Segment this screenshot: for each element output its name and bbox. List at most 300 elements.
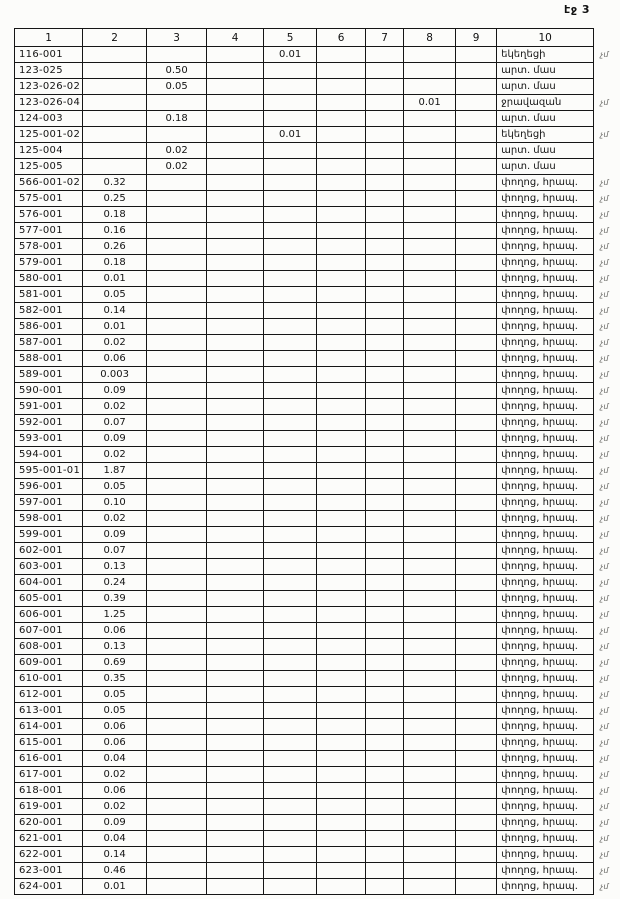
cell-col6-value <box>317 847 366 863</box>
cell-col6-value <box>317 719 366 735</box>
cell-col9-value <box>456 303 497 319</box>
cell-col3-value: 0.02 <box>147 159 207 175</box>
cell-parcel-id: 580-001 <box>15 271 83 287</box>
margin-note: չմ <box>600 818 609 827</box>
cell-col6-value <box>317 207 366 223</box>
cell-col9-value <box>456 607 497 623</box>
cell-col7-value <box>366 863 404 879</box>
cell-land-use: փողոց, հրապ. <box>497 687 594 703</box>
cell-parcel-id: 125-004 <box>15 143 83 159</box>
cell-col4-value <box>207 207 264 223</box>
cell-col7-value <box>366 767 404 783</box>
cell-col4-value <box>207 367 264 383</box>
cell-col8-value: 0.01 <box>404 95 456 111</box>
margin-note: չմ <box>600 834 609 843</box>
margin-note <box>594 63 618 79</box>
cell-col3-value <box>147 319 207 335</box>
cell-col5-value <box>264 671 317 687</box>
table-row <box>15 479 618 495</box>
cell-col6-value <box>317 815 366 831</box>
margin-note: չմ <box>600 98 609 107</box>
cell-col6-value <box>317 671 366 687</box>
cell-parcel-id: 615-001 <box>15 735 83 751</box>
cell-col4-value <box>207 127 264 143</box>
cell-col4-value <box>207 543 264 559</box>
cell-land-use: փողոց, հրապ. <box>497 431 594 447</box>
cell-col9-value <box>456 879 497 895</box>
cell-col9-value <box>456 111 497 127</box>
cell-col9-value <box>456 95 497 111</box>
cell-col8-value <box>404 847 456 863</box>
cell-col9-value <box>456 735 497 751</box>
cell-col5-value: 0.01 <box>264 47 317 63</box>
margin-note: չմ <box>600 594 609 603</box>
cell-col4-value <box>207 271 264 287</box>
cell-col2-value: 0.02 <box>83 447 147 463</box>
cell-col4-value <box>207 287 264 303</box>
table-body <box>15 47 618 895</box>
cell-land-use: փողոց, հրապ. <box>497 335 594 351</box>
cell-parcel-id: 604-001 <box>15 575 83 591</box>
cell-col8-value <box>404 383 456 399</box>
cell-col7-value <box>366 687 404 703</box>
cell-col4-value <box>207 191 264 207</box>
cell-col9-value <box>456 543 497 559</box>
table-row <box>15 79 618 95</box>
margin-note: չմ <box>600 450 609 459</box>
table-row <box>15 127 618 143</box>
cell-col6-value <box>317 479 366 495</box>
header-cell-4: 4 <box>207 29 264 47</box>
cell-parcel-id: 591-001 <box>15 399 83 415</box>
cell-col7-value <box>366 143 404 159</box>
cell-parcel-id: 613-001 <box>15 703 83 719</box>
cell-land-use: փողոց, հրապ. <box>497 463 594 479</box>
cell-col6-value <box>317 623 366 639</box>
table-row <box>15 271 618 287</box>
cell-col5-value <box>264 175 317 191</box>
cell-col9-value <box>456 223 497 239</box>
cell-col2-value: 0.09 <box>83 527 147 543</box>
table-row <box>15 431 618 447</box>
cell-col2-value: 0.14 <box>83 303 147 319</box>
cell-col8-value <box>404 687 456 703</box>
cell-col8-value <box>404 479 456 495</box>
margin-note: չմ <box>600 226 609 235</box>
cell-col7-value <box>366 847 404 863</box>
cell-col8-value <box>404 655 456 671</box>
table-row <box>15 543 618 559</box>
cell-col3-value <box>147 655 207 671</box>
margin-note: չմ <box>600 322 609 331</box>
cell-col8-value <box>404 799 456 815</box>
cell-col7-value <box>366 831 404 847</box>
cell-col3-value <box>147 639 207 655</box>
cell-col4-value <box>207 687 264 703</box>
cell-col3-value <box>147 751 207 767</box>
margin-note: չմ <box>600 434 609 443</box>
cell-col7-value <box>366 447 404 463</box>
cell-land-use: փողոց, հրապ. <box>497 495 594 511</box>
cell-col8-value <box>404 335 456 351</box>
margin-note: չմ <box>600 178 609 187</box>
cell-col4-value <box>207 591 264 607</box>
cell-col2-value <box>83 127 147 143</box>
cell-col5-value <box>264 479 317 495</box>
table-row <box>15 671 618 687</box>
header-cell-5: 5 <box>264 29 317 47</box>
cell-col7-value <box>366 63 404 79</box>
margin-note: չմ <box>600 626 609 635</box>
cell-col3-value <box>147 47 207 63</box>
cell-col7-value <box>366 207 404 223</box>
cell-col8-value <box>404 191 456 207</box>
cell-col2-value <box>83 63 147 79</box>
cell-col8-value <box>404 543 456 559</box>
cell-col2-value: 0.06 <box>83 783 147 799</box>
cell-land-use: արտ. մաս <box>497 63 594 79</box>
cell-col6-value <box>317 287 366 303</box>
cell-col2-value: 0.18 <box>83 255 147 271</box>
margin-note: չմ <box>600 306 609 315</box>
cell-col3-value <box>147 303 207 319</box>
cell-col9-value <box>456 431 497 447</box>
cell-col7-value <box>366 383 404 399</box>
cell-col3-value <box>147 591 207 607</box>
cell-land-use: փողոց, հրապ. <box>497 639 594 655</box>
cell-col7-value <box>366 543 404 559</box>
cell-col5-value <box>264 79 317 95</box>
cell-col4-value <box>207 111 264 127</box>
cell-col9-value <box>456 383 497 399</box>
cell-col3-value <box>147 783 207 799</box>
cell-col2-value: 0.06 <box>83 735 147 751</box>
cell-col2-value: 0.69 <box>83 655 147 671</box>
cell-col4-value <box>207 159 264 175</box>
cell-parcel-id: 125-005 <box>15 159 83 175</box>
cell-col3-value <box>147 479 207 495</box>
cell-col3-value <box>147 815 207 831</box>
cell-col4-value <box>207 431 264 447</box>
cell-col9-value <box>456 63 497 79</box>
cell-col5-value <box>264 447 317 463</box>
cell-col2-value: 0.02 <box>83 335 147 351</box>
cell-col2-value: 0.09 <box>83 815 147 831</box>
cell-land-use: փողոց, հրապ. <box>497 559 594 575</box>
cell-col5-value <box>264 719 317 735</box>
cell-col5-value <box>264 751 317 767</box>
cell-col2-value: 0.46 <box>83 863 147 879</box>
cell-col3-value <box>147 95 207 111</box>
table-row <box>15 175 618 191</box>
margin-note: չմ <box>600 770 609 779</box>
cell-parcel-id: 577-001 <box>15 223 83 239</box>
cell-land-use: փողոց, հրապ. <box>497 703 594 719</box>
cell-col9-value <box>456 207 497 223</box>
cell-col5-value <box>264 511 317 527</box>
table-row <box>15 751 618 767</box>
margin-note: չմ <box>600 258 609 267</box>
cell-col2-value: 0.02 <box>83 767 147 783</box>
cell-col4-value <box>207 399 264 415</box>
table-row <box>15 447 618 463</box>
cell-col7-value <box>366 223 404 239</box>
cell-col2-value: 1.25 <box>83 607 147 623</box>
cell-parcel-id: 116-001 <box>15 47 83 63</box>
table-row <box>15 399 618 415</box>
margin-note: չմ <box>600 706 609 715</box>
cell-land-use: փողոց, հրապ. <box>497 815 594 831</box>
cell-col2-value: 0.06 <box>83 719 147 735</box>
cell-col5-value: 0.01 <box>264 127 317 143</box>
cell-col4-value <box>207 783 264 799</box>
cell-col6-value <box>317 415 366 431</box>
cell-col7-value <box>366 415 404 431</box>
cell-col6-value <box>317 383 366 399</box>
cell-col3-value: 0.50 <box>147 63 207 79</box>
cell-col8-value <box>404 159 456 175</box>
cell-col4-value <box>207 351 264 367</box>
cell-col5-value <box>264 623 317 639</box>
margin-note: չմ <box>600 738 609 747</box>
table-row <box>15 879 618 895</box>
cell-col6-value <box>317 431 366 447</box>
cell-parcel-id: 123-026-04 <box>15 95 83 111</box>
cell-col8-value <box>404 207 456 223</box>
cell-col5-value <box>264 415 317 431</box>
cell-col7-value <box>366 575 404 591</box>
cell-col7-value <box>366 607 404 623</box>
table-row <box>15 655 618 671</box>
cell-col9-value <box>456 639 497 655</box>
cell-col5-value <box>264 63 317 79</box>
margin-note: չմ <box>600 802 609 811</box>
table-row <box>15 255 618 271</box>
cell-col3-value <box>147 383 207 399</box>
cell-col7-value <box>366 111 404 127</box>
cell-col2-value: 0.16 <box>83 223 147 239</box>
cell-col2-value: 0.04 <box>83 751 147 767</box>
table-row <box>15 687 618 703</box>
table-row <box>15 111 618 127</box>
cell-land-use: արտ. մաս <box>497 79 594 95</box>
cell-land-use: փողոց, հրապ. <box>497 655 594 671</box>
cell-col4-value <box>207 847 264 863</box>
cell-land-use: փողոց, հրապ. <box>497 287 594 303</box>
cell-col8-value <box>404 255 456 271</box>
cell-col7-value <box>366 159 404 175</box>
cell-land-use: ջրավազան <box>497 95 594 111</box>
cell-col9-value <box>456 831 497 847</box>
cell-col9-value <box>456 399 497 415</box>
cell-col8-value <box>404 639 456 655</box>
cell-col2-value: 0.01 <box>83 271 147 287</box>
cell-col2-value: 0.24 <box>83 575 147 591</box>
margin-note: չմ <box>600 562 609 571</box>
cell-col8-value <box>404 111 456 127</box>
cell-parcel-id: 593-001 <box>15 431 83 447</box>
cell-col3-value <box>147 127 207 143</box>
cell-land-use: փողոց, հրապ. <box>497 175 594 191</box>
cell-col8-value <box>404 175 456 191</box>
cell-col8-value <box>404 607 456 623</box>
cell-col6-value <box>317 495 366 511</box>
cell-parcel-id: 603-001 <box>15 559 83 575</box>
table-row <box>15 527 618 543</box>
cell-col7-value <box>366 879 404 895</box>
table-row <box>15 783 618 799</box>
cell-col9-value <box>456 575 497 591</box>
cell-col6-value <box>317 575 366 591</box>
table-row <box>15 239 618 255</box>
margin-note: չմ <box>600 674 609 683</box>
cell-parcel-id: 592-001 <box>15 415 83 431</box>
cell-land-use: փողոց, հրապ. <box>497 415 594 431</box>
cell-col9-value <box>456 703 497 719</box>
cell-col8-value <box>404 79 456 95</box>
cell-col4-value <box>207 703 264 719</box>
cell-col5-value <box>264 847 317 863</box>
cell-col7-value <box>366 271 404 287</box>
cell-col9-value <box>456 255 497 271</box>
cell-col2-value: 0.05 <box>83 687 147 703</box>
cell-parcel-id: 123-025 <box>15 63 83 79</box>
cell-col5-value <box>264 687 317 703</box>
cell-col3-value <box>147 767 207 783</box>
margin-note: չմ <box>600 690 609 699</box>
cell-col2-value: 0.09 <box>83 431 147 447</box>
cell-land-use: փողոց, հրապ. <box>497 447 594 463</box>
cell-col3-value <box>147 175 207 191</box>
header-cell-9: 9 <box>456 29 497 47</box>
table-row <box>15 575 618 591</box>
cell-col4-value <box>207 95 264 111</box>
cell-col3-value <box>147 543 207 559</box>
cell-col2-value: 0.003 <box>83 367 147 383</box>
cell-col5-value <box>264 639 317 655</box>
cell-col5-value <box>264 367 317 383</box>
table-row <box>15 559 618 575</box>
cell-col7-value <box>366 671 404 687</box>
cell-col6-value <box>317 95 366 111</box>
cell-col5-value <box>264 383 317 399</box>
cell-col9-value <box>456 191 497 207</box>
cell-col5-value <box>264 351 317 367</box>
cell-col9-value <box>456 719 497 735</box>
table-row <box>15 95 618 111</box>
cell-col5-value <box>264 863 317 879</box>
cell-col6-value <box>317 655 366 671</box>
margin-note: չմ <box>600 194 609 203</box>
table-row <box>15 319 618 335</box>
margin-note: չմ <box>600 530 609 539</box>
cell-col5-value <box>264 543 317 559</box>
cell-col7-value <box>366 399 404 415</box>
margin-note <box>594 79 618 95</box>
table-row <box>15 767 618 783</box>
table-row <box>15 191 618 207</box>
cell-col6-value <box>317 255 366 271</box>
cell-col5-value <box>264 335 317 351</box>
cell-col6-value <box>317 239 366 255</box>
cell-parcel-id: 598-001 <box>15 511 83 527</box>
cell-land-use: եկեղեցի <box>497 127 594 143</box>
cell-col2-value: 0.18 <box>83 207 147 223</box>
cell-col8-value <box>404 351 456 367</box>
cell-col6-value <box>317 831 366 847</box>
cell-col7-value <box>366 95 404 111</box>
cell-col4-value <box>207 623 264 639</box>
cell-col2-value <box>83 111 147 127</box>
cell-col4-value <box>207 735 264 751</box>
cell-col7-value <box>366 255 404 271</box>
page-number-label: էջ 3 <box>564 3 590 16</box>
cell-col5-value <box>264 703 317 719</box>
cell-col9-value <box>456 47 497 63</box>
cell-col6-value <box>317 159 366 175</box>
margin-note: չմ <box>600 546 609 555</box>
cell-col8-value <box>404 223 456 239</box>
cell-land-use: փողոց, հրապ. <box>497 399 594 415</box>
cell-parcel-id: 606-001 <box>15 607 83 623</box>
cell-col5-value <box>264 607 317 623</box>
cell-col8-value <box>404 735 456 751</box>
cell-col9-value <box>456 591 497 607</box>
cell-col7-value <box>366 527 404 543</box>
cell-col4-value <box>207 223 264 239</box>
cell-col5-value <box>264 143 317 159</box>
cell-col9-value <box>456 319 497 335</box>
cell-col6-value <box>317 271 366 287</box>
cell-parcel-id: 605-001 <box>15 591 83 607</box>
header-cell-2: 2 <box>83 29 147 47</box>
cell-col7-value <box>366 639 404 655</box>
cell-parcel-id: 125-001-02 <box>15 127 83 143</box>
table-row <box>15 639 618 655</box>
table-row <box>15 351 618 367</box>
cell-col7-value <box>366 479 404 495</box>
cell-col8-value <box>404 367 456 383</box>
cell-parcel-id: 607-001 <box>15 623 83 639</box>
cell-col6-value <box>317 687 366 703</box>
cell-col6-value <box>317 367 366 383</box>
table-row <box>15 703 618 719</box>
cell-col2-value: 0.04 <box>83 831 147 847</box>
margin-note: չմ <box>600 242 609 251</box>
cell-col4-value <box>207 815 264 831</box>
cell-col4-value <box>207 655 264 671</box>
cell-col4-value <box>207 767 264 783</box>
cell-col7-value <box>366 335 404 351</box>
cell-parcel-id: 612-001 <box>15 687 83 703</box>
cell-parcel-id: 609-001 <box>15 655 83 671</box>
cell-col8-value <box>404 671 456 687</box>
cell-land-use: փողոց, հրապ. <box>497 207 594 223</box>
cell-col7-value <box>366 367 404 383</box>
header-margin-spacer <box>594 29 618 47</box>
cell-col9-value <box>456 415 497 431</box>
table-row <box>15 511 618 527</box>
cell-col2-value: 0.05 <box>83 703 147 719</box>
cell-col7-value <box>366 703 404 719</box>
cell-col9-value <box>456 127 497 143</box>
margin-note: չմ <box>600 370 609 379</box>
cell-col8-value <box>404 127 456 143</box>
cell-col9-value <box>456 287 497 303</box>
cell-col2-value: 0.39 <box>83 591 147 607</box>
cell-col5-value <box>264 207 317 223</box>
header-cell-7: 7 <box>366 29 404 47</box>
